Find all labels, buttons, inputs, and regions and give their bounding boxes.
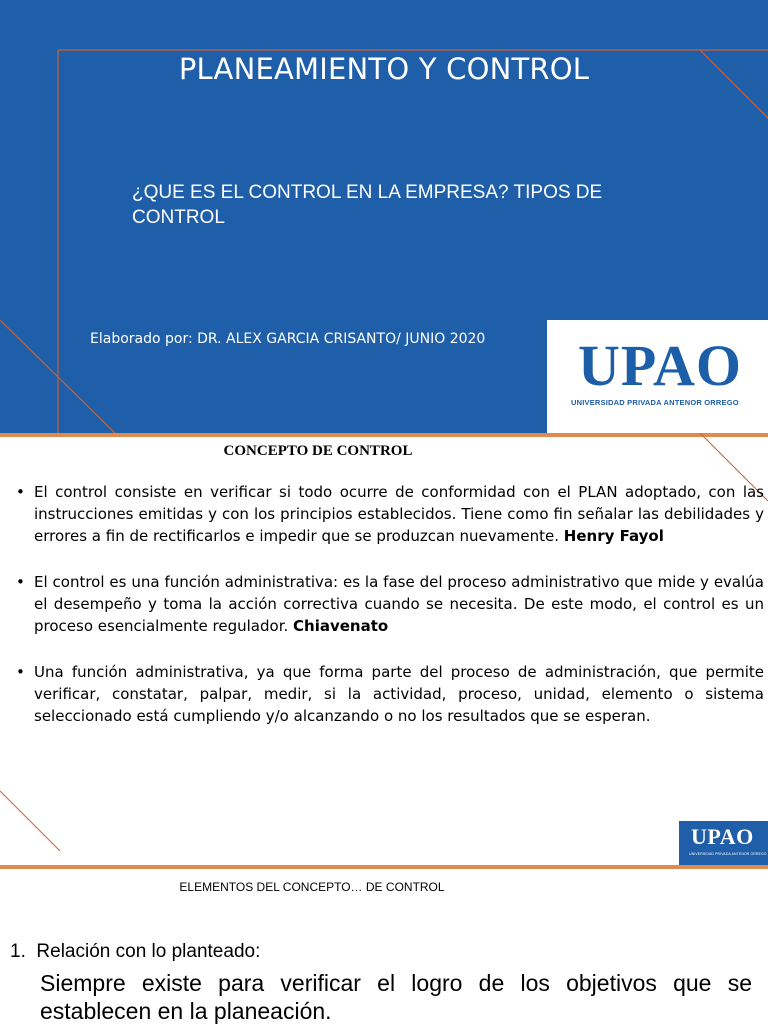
slide-title: PLANEAMIENTO Y CONTROL — [178, 52, 590, 86]
upao-logo-subtitle: UNIVERSIDAD PRIVADA ANTENOR ORREGO — [571, 398, 739, 407]
concept-slide — [0, 433, 768, 865]
definition-text: El control consiste en verificar si todo ocurre de conformidad con el PLAN adoptado, con las instrucciones emitidas y con los principios establecidos. Tiene como fin señalar las debilidades y errores a fin de rectificarlos e impedir que se produzcan nuevamente. — [34, 483, 764, 545]
definition-list — [16, 481, 764, 727]
list-item — [16, 481, 764, 547]
item-description: Siempre existe para verificar el logro de los objetivos que se establecen en la planeación. — [40, 970, 752, 1024]
list-item — [16, 661, 764, 727]
upao-logo-small-text: UPAO — [691, 824, 754, 849]
upao-logo-text: UPAO — [578, 333, 743, 398]
upao-logo-small-subtitle: UNIVERSIDAD PRIVADA ANTENOR ORREGO — [689, 852, 767, 856]
definition-author: Henry Fayol — [563, 527, 664, 545]
list-item — [16, 571, 764, 637]
author-line: Elaborado por: DR. ALEX GARCIA CRISANTO/ JUNIO 2020 — [90, 331, 486, 347]
definition-text: El control es una función administrativa: es la fase del proceso administrativo que mide y evalúa el desempeño y toma la acción correctiva cuando se necesita. De este modo, el control es un proceso esencialmente regulador. — [34, 573, 764, 635]
section-heading: CONCEPTO DE CONTROL — [223, 443, 413, 459]
definition-text: Una función administrativa, ya que forma parte del proceso de administración, que permite verificar, constatar, palpar, medir, si la actividad, proceso, unidad, elemento o sistema seleccionado está cumpliendo y/o alcanzando o no los resultados que se esperan. — [34, 663, 764, 725]
bullet-icon: • — [16, 573, 25, 591]
definition-author: Chiavenato — [293, 617, 389, 635]
bullet-icon: • — [16, 483, 25, 501]
numbered-item — [10, 941, 260, 963]
section-heading: ELEMENTOS DEL CONCEPTO… DE CONTROL — [179, 880, 445, 894]
slide-subtitle: ¿QUE ES EL CONTROL EN LA EMPRESA? TIPOS DE CONTROL — [132, 182, 603, 228]
bullet-icon: • — [16, 663, 25, 681]
item-title: Relación con lo planteado: — [36, 941, 261, 962]
title-slide — [0, 0, 768, 433]
item-number: 1. — [10, 941, 26, 962]
accent-rule — [0, 865, 768, 869]
elements-slide — [0, 865, 768, 1024]
